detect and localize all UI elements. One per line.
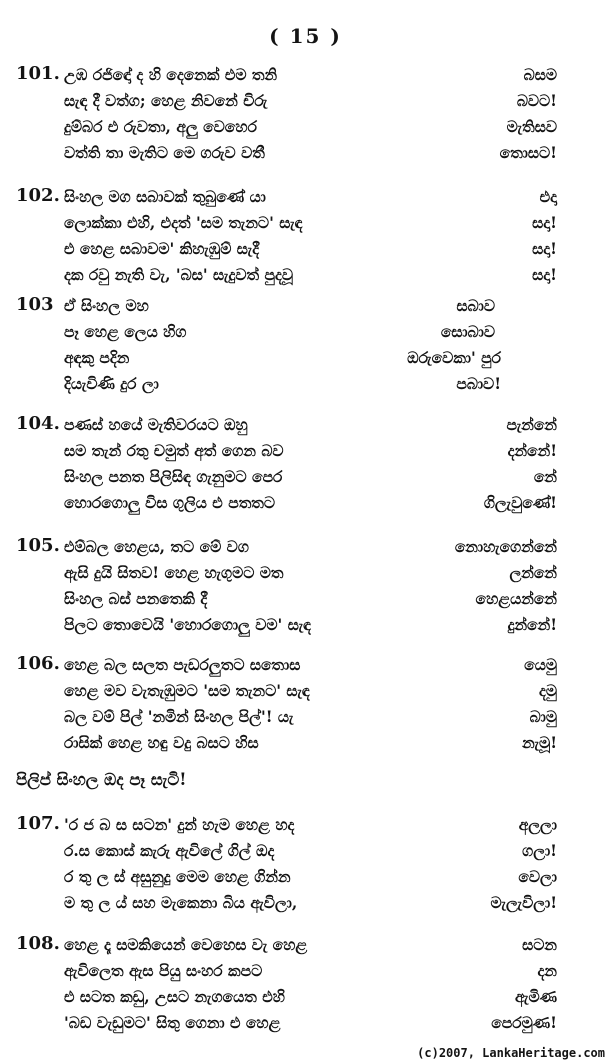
verse-line <box>0 371 611 397</box>
verse-line <box>0 62 611 88</box>
verse-line <box>0 678 611 704</box>
line-text: වත්ති තා මැතිට මෙ ගරුව වතී <box>64 143 265 162</box>
verse-line <box>0 464 611 490</box>
line-end-word: යෙමු <box>524 655 557 674</box>
line-text: සිංහල බස් පනතෙකි දී <box>64 589 208 608</box>
verse-line <box>0 704 611 730</box>
line-text: එ සටත කඩු, උසට නැගයෙත එහි <box>64 987 285 1006</box>
stanza-106 <box>0 652 611 756</box>
verse-line <box>0 958 611 984</box>
line-text: පිලට තොවෙයි 'හොරගොලු වම' සැඳ <box>64 615 312 634</box>
line-end-word: පබාව! <box>456 374 501 393</box>
verse-line <box>0 838 611 864</box>
line-text: 'බඩ වැඩුමට' සිතු ගෙනා එ හෙළ <box>64 1013 281 1032</box>
line-end-word: එදා <box>539 187 557 206</box>
line-end-word: ගිලැවුණේ! <box>483 493 557 512</box>
line-end-word: දන <box>537 961 557 980</box>
stanza-number: 104. <box>16 413 60 434</box>
stanza-101 <box>0 62 611 166</box>
line-end-word: ඇමිණ <box>514 987 557 1006</box>
line-end-word: හෙළයන්නේ <box>475 589 557 608</box>
line-end-word: සටන <box>522 935 557 954</box>
verse-line <box>0 932 611 958</box>
verse-line <box>0 1010 611 1036</box>
line-end-word: බසම <box>523 65 557 84</box>
stanza-105 <box>0 534 611 638</box>
verse-line <box>0 612 611 638</box>
line-text: සිංහල මග සබාවක් තුබුණේ යා <box>64 187 266 206</box>
section-heading: පිලිප් සිංහල ඔද පෑ සැටි! <box>16 770 187 789</box>
line-text: 'ර ජ බ ස සටන' දුන් හැම හෙළ හද <box>64 815 295 834</box>
line-text: ර තු ල ස් අසුනුදු මෙම හෙළ ගින්න <box>64 867 291 886</box>
verse-line <box>0 652 611 678</box>
stanza-107 <box>0 812 611 916</box>
stanza-104 <box>0 412 611 516</box>
stanza-103 <box>0 293 611 397</box>
line-text: බල වම් පිල් 'නමින් සිංහල පිල්'! යැ <box>64 707 294 726</box>
stanza-number: 103 <box>16 294 54 315</box>
line-text: ර.ස කොස් කැරු ඇවිලේ ගිල් ඔද <box>64 841 275 860</box>
line-text: හෙළ දෑ සමකියෙන් වෙහෙස වැ හෙළ <box>64 935 308 954</box>
line-text: සිංහල පනත පිලිසිඳ ගැනුමට පෙර <box>64 467 283 486</box>
line-end-word: පෙරමුණ! <box>491 1013 557 1032</box>
line-text: හොරගොලු විස ගුලිය එ පතතට <box>64 493 276 512</box>
verse-line <box>0 490 611 516</box>
line-text: දුම්බර එ රුවතා, අලු වෙහෙර <box>64 117 257 136</box>
stanza-102 <box>0 184 611 288</box>
line-text: හෙළ බල සලත පැඩරලුතට සතොස <box>64 655 301 674</box>
line-end-word: වෙලා <box>518 867 557 886</box>
line-text: ම තු ල ය් සහ මැකෙනා බිය ඇවිලා, <box>64 893 298 912</box>
stanza-number: 101. <box>16 63 60 84</box>
line-text: උඹ රජිඳෝ ද හි දෙනෙක් එම තනි <box>64 65 278 84</box>
line-text: එම්බල හෙළය, තට මේ වග <box>64 537 249 556</box>
line-end-word: නේ <box>533 467 557 486</box>
line-end-word: මැතිසව <box>506 117 557 136</box>
verse-line <box>0 730 611 756</box>
line-text: පෑ හෙළ ලෙය හිග <box>64 322 187 341</box>
verse-line <box>0 864 611 890</box>
verse-line <box>0 184 611 210</box>
stanza-number: 107. <box>16 813 60 834</box>
verse-line <box>0 236 611 262</box>
line-end-word: ඔරුවෙකා' පුර <box>407 348 501 367</box>
line-text: සැඳ දී වත්ග; හෙළ නිවනේ චිරු <box>64 91 268 110</box>
verse-line <box>0 438 611 464</box>
line-end-word: පැන්නේ <box>506 415 557 434</box>
verse-line <box>0 140 611 166</box>
line-end-word: බවට! <box>516 91 557 110</box>
line-end-word: දමු <box>538 681 557 700</box>
line-text: එ හෙළ සබාවම' කිහැඹුම් සැදී <box>64 239 260 258</box>
verse-line <box>0 210 611 236</box>
line-text: පණස් හයේ මැතිවරයට ඔහු <box>64 415 248 434</box>
verse-line <box>0 345 611 371</box>
line-end-word: සොබාව <box>440 322 495 341</box>
line-text: අඳකු පදින <box>64 348 130 367</box>
verse-line <box>0 812 611 838</box>
line-text: රාසික් හෙළ හඳු වදු බසට හිස <box>64 733 259 752</box>
line-end-word: නොහැගෙන්නේ <box>454 537 557 556</box>
line-end-word: ලන්නේ <box>509 563 557 582</box>
verse-line <box>0 560 611 586</box>
line-text: දියැවිණි දුර ලා <box>64 374 159 393</box>
stanza-number: 108. <box>16 933 60 954</box>
copyright-footer: (c)2007, LankaHeritage.com <box>417 1046 605 1060</box>
verse-line <box>0 534 611 560</box>
line-end-word: සදා! <box>532 213 557 232</box>
line-end-word: දන්නේ! <box>507 441 557 460</box>
line-text: ඇවිලෙත ඇස පියු සංහර කපට <box>64 961 263 980</box>
verse-line <box>0 293 611 319</box>
line-end-word: ගලා! <box>522 841 557 860</box>
line-end-word: බාමු <box>529 707 557 726</box>
line-end-word: නැමූ! <box>522 733 557 752</box>
line-text: සම තැන් රතු චමුත් අත් ගෙන බව <box>64 441 284 460</box>
line-text: හෙළ මව වැතැඹුමට 'සම තැනට' සැඳ <box>64 681 310 700</box>
stanza-108 <box>0 932 611 1036</box>
line-end-word: සදා! <box>532 265 557 284</box>
verse-line <box>0 262 611 288</box>
page-number: ( 15 ) <box>269 24 342 48</box>
line-end-word: සදා! <box>532 239 557 258</box>
verse-line <box>0 114 611 140</box>
line-text: ඒ සිංහල මහ <box>64 296 149 315</box>
line-text: ලොක්කා එහි, එදත් 'සම තැනට' සැඳ <box>64 213 303 232</box>
verse-line <box>0 984 611 1010</box>
verse-line <box>0 88 611 114</box>
stanza-number: 106. <box>16 653 60 674</box>
stanza-number: 105. <box>16 535 60 556</box>
verse-line <box>0 586 611 612</box>
stanza-number: 102. <box>16 185 60 206</box>
line-text: දක රවු නැති වැ, 'බස' සැදුවත් පුදවූ <box>64 265 294 284</box>
verse-line <box>0 412 611 438</box>
line-text: ඇසි දුයි සිතව! හෙළ හැගුමට මත <box>64 563 284 582</box>
line-end-word: සබාව <box>456 296 495 315</box>
line-end-word: දුන්නේ! <box>507 615 557 634</box>
line-end-word: මැලැවිලා! <box>490 893 557 912</box>
line-end-word: තොසට! <box>499 143 557 162</box>
verse-line <box>0 319 611 345</box>
verse-line <box>0 890 611 916</box>
line-end-word: අලලා <box>518 815 557 834</box>
